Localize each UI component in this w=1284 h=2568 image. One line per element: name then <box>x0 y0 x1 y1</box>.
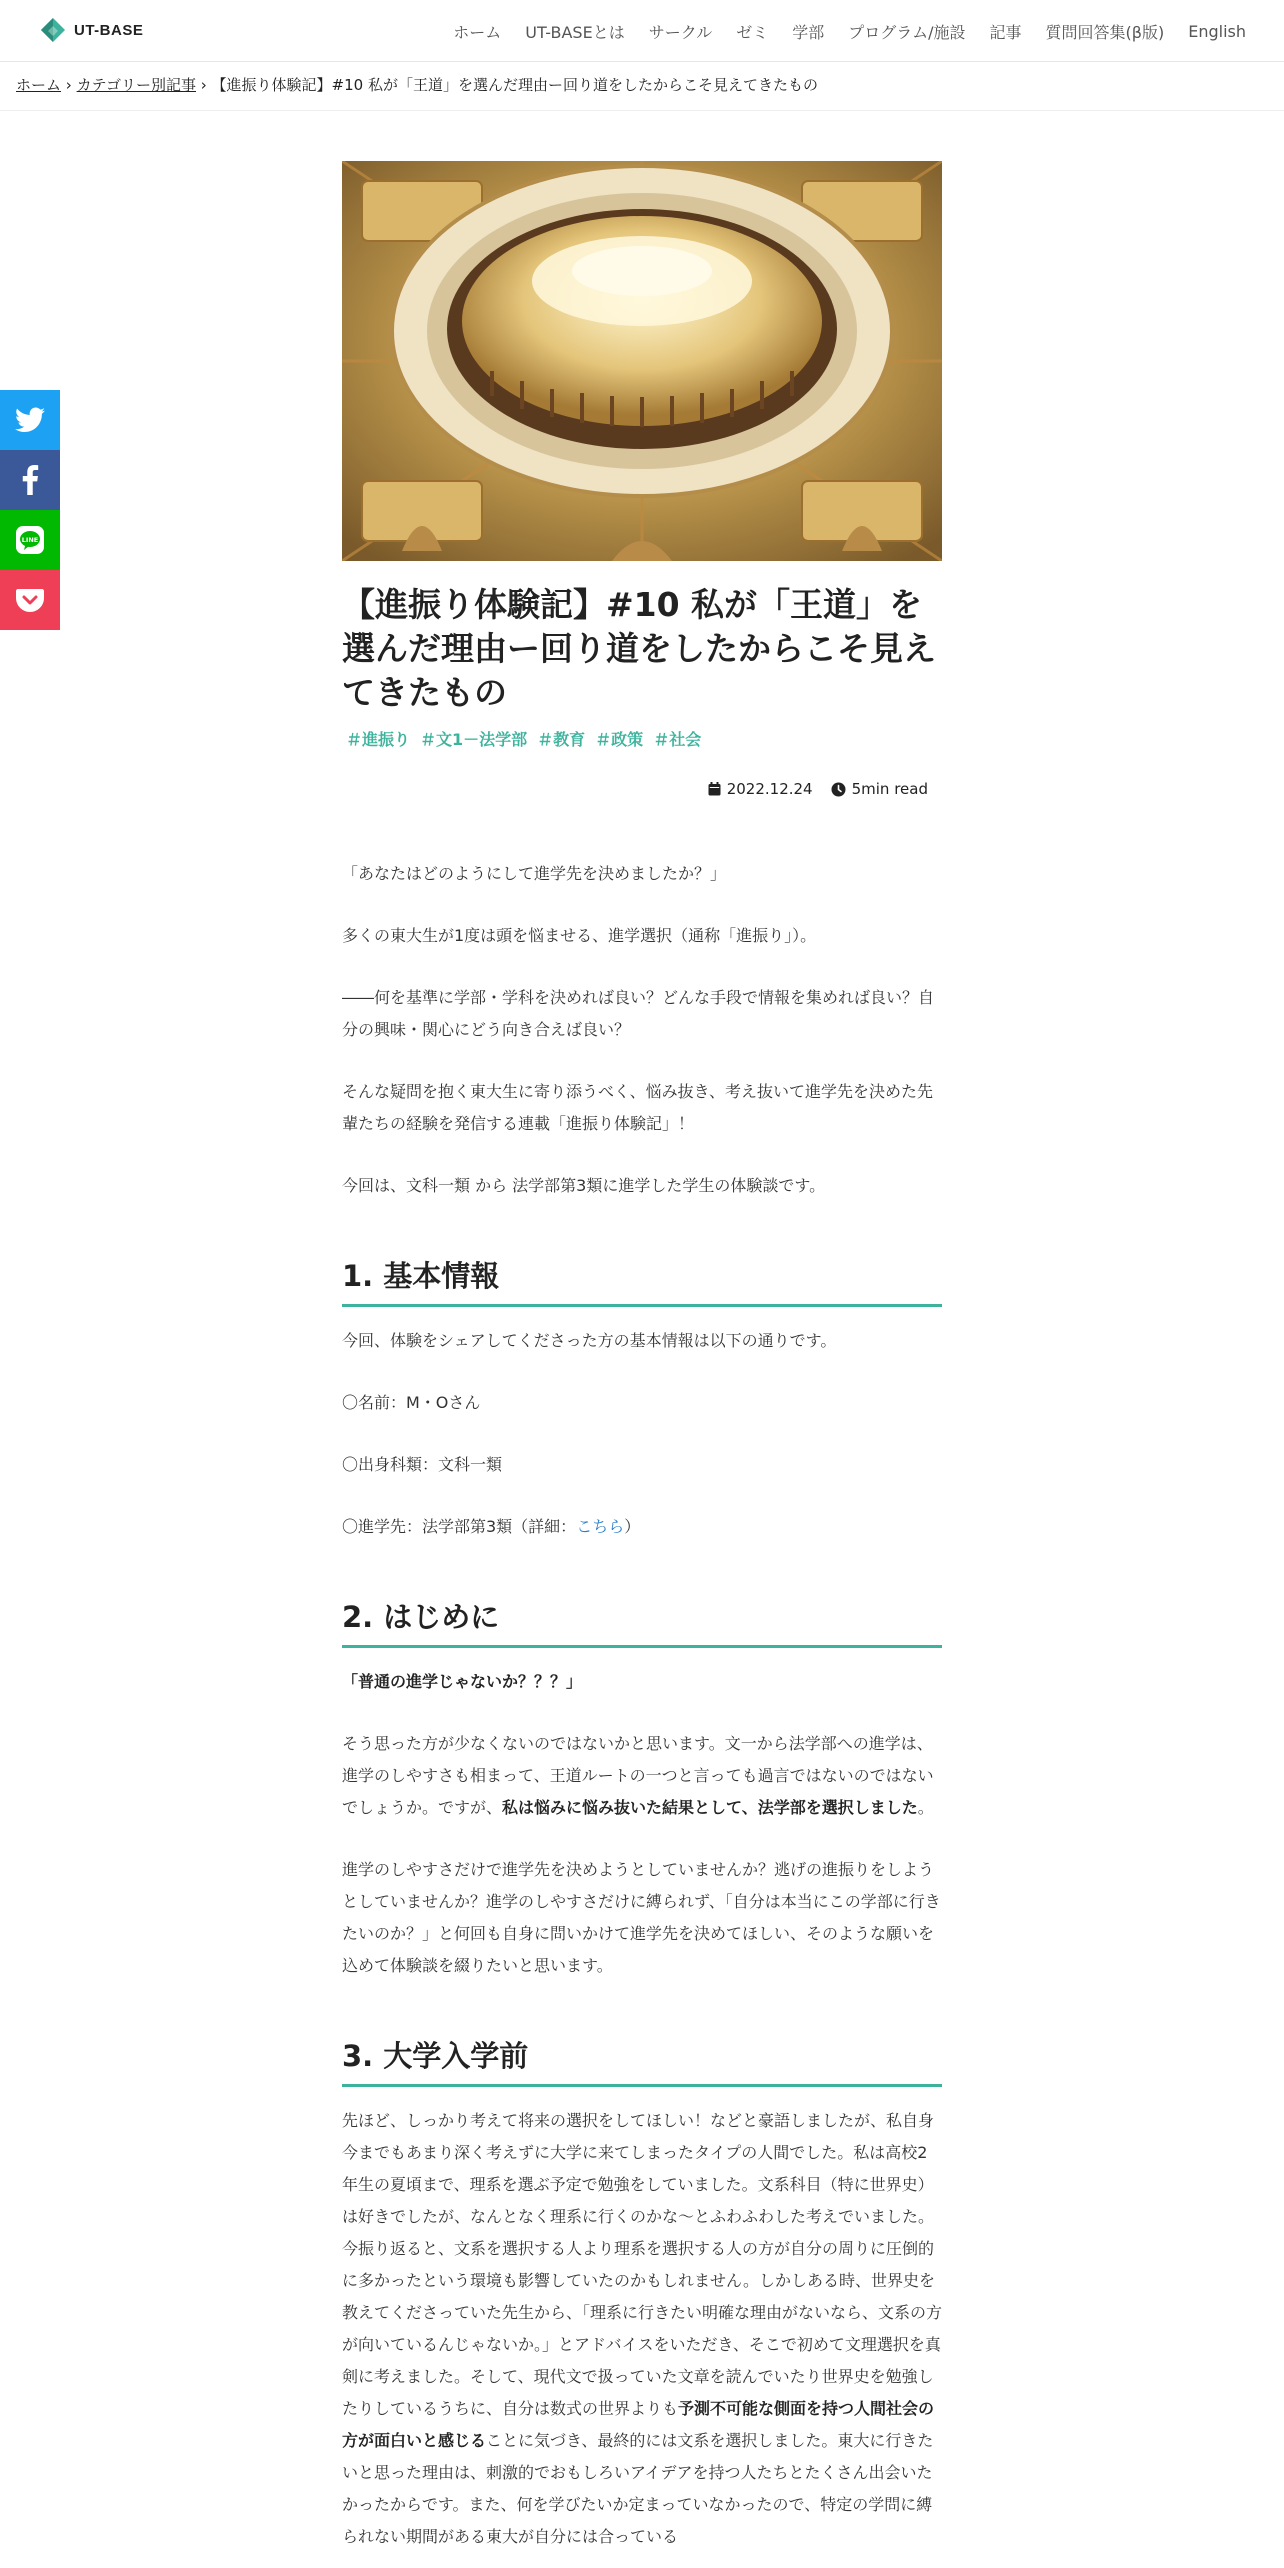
read-time-text: 5min read <box>851 780 928 798</box>
divider <box>0 110 1284 111</box>
pocket-share-button[interactable] <box>0 570 60 630</box>
breadcrumb-current: 【進振り体験記】#10 私が「王道」を選んだ理由ー回り道をしたからこそ見えてきたもの <box>211 76 818 94</box>
paragraph: そんな疑問を抱く東大生に寄り添うべく、悩み抜き、考え抜いて進学先を決めた先輩たちの経験を発信する連載「進振り体験記」！ <box>342 1082 934 1133</box>
article <box>342 161 942 2568</box>
section-heading: 3. 大学入学前 <box>342 2036 942 2087</box>
nav-seminar[interactable]: ゼミ <box>736 22 769 42</box>
line-share-button[interactable] <box>0 510 60 570</box>
tag-link[interactable]: ＃教育 <box>537 730 586 749</box>
bold-text: 予測不可能な側面を持つ人間社会の方が面白いと感じる <box>342 2399 935 2450</box>
hero-image <box>342 161 942 561</box>
publish-date-text: 2022.12.24 <box>726 780 813 798</box>
publish-date <box>708 780 813 798</box>
breadcrumb-home[interactable]: ホーム <box>16 76 62 94</box>
calendar-icon <box>708 782 721 796</box>
logo-text: UT-BASE <box>74 21 144 39</box>
breadcrumb <box>16 74 818 95</box>
main-nav <box>441 0 1258 62</box>
nav-faculty[interactable]: 学部 <box>792 22 825 42</box>
read-time <box>831 780 928 798</box>
paragraph: ――何を基準に学部・学科を決めれば良い？どんな手段で情報を集めれば良い？自分の興味・関心にどう向き合えば良い？ <box>342 988 935 1039</box>
tag-link[interactable]: ＃社会 <box>653 730 702 749</box>
dome-ceiling-image <box>342 161 942 561</box>
text: ） <box>624 1517 641 1536</box>
paragraph <box>342 2105 942 2553</box>
bold-text: 私は悩みに悩み抜いた結果として、法学部を選択しました <box>502 1798 918 1817</box>
nav-articles[interactable]: 記事 <box>989 22 1022 42</box>
site-header <box>0 0 1284 62</box>
nav-program[interactable]: プログラム/施設 <box>848 22 966 42</box>
facebook-share-button[interactable] <box>0 450 60 510</box>
tag-link[interactable]: ＃進振り <box>346 730 411 749</box>
article-title: 【進振り体験記】#10 私が「王道」を選んだ理由ー回り道をしたからこそ見えてきたもの <box>342 585 936 712</box>
paragraph <box>342 1511 942 1543</box>
paragraph <box>342 1728 942 1824</box>
text: そう思った方が少なくないのではないかと思います。文一から法学部への進学は、進学のしやすさも相まって、王道ルートの一つと言っても過言ではないのではないでしょうか。ですが、 <box>342 1734 934 1817</box>
text: 〇進学先：法学部第3類（詳細： <box>342 1517 577 1536</box>
paragraph: 多くの東大生が1度は頭を悩ませる、進学選択（通称「進振り」）。 <box>342 926 817 945</box>
section-heading: 1. 基本情報 <box>342 1256 942 1307</box>
paragraph: 進学のしやすさだけで進学先を決めようとしていませんか？逃げの進振りをしようとしていませんか？進学のしやすさだけに縛られず、「自分は本当にこの学部に行きたいのか？」と何回も自身に問いかけて進学先を決めてほしい、そのような願いを込めて体験談を綴りたいと思います。 <box>342 1860 941 1975</box>
details-link[interactable]: こちら <box>576 1517 625 1536</box>
paragraph: 今回は、文科一類 から 法学部第3類に進学した学生の体験談です。 <box>342 1176 826 1195</box>
svg-text:LINE: LINE <box>21 536 39 544</box>
text: 。 <box>917 1798 934 1817</box>
paragraph: 〇出身科類：文科一類 <box>342 1455 503 1474</box>
site-logo[interactable] <box>40 17 143 43</box>
clock-icon <box>831 782 846 797</box>
nav-home[interactable]: ホーム <box>453 22 502 42</box>
logo-icon <box>40 17 66 43</box>
nav-faq[interactable]: 質問回答集(β版) <box>1045 22 1165 42</box>
nav-circle[interactable]: サークル <box>648 22 713 42</box>
tag-link[interactable]: ＃政策 <box>595 730 644 749</box>
breadcrumb-separator: › <box>65 76 72 94</box>
article-meta <box>342 780 942 798</box>
paragraph: 「あなたはどのようにして進学先を決めましたか？」 <box>342 864 727 883</box>
share-bar <box>0 390 60 630</box>
paragraph: 〇名前：M・Oさん <box>342 1393 481 1412</box>
tag-link[interactable]: ＃文1－法学部 <box>420 730 528 749</box>
nav-english[interactable]: English <box>1188 21 1246 41</box>
tag-list <box>342 727 942 750</box>
article-body <box>342 858 942 2553</box>
text: 先ほど、しっかり考えて将来の選択をしてほしい！などと豪語しましたが、私自身今までもあまり深く考えずに大学に来てしまったタイプの人間でした。私は高校2年生の夏頃まで、理系を選ぶ予定で勉強をしていました。文系科目（特に世界史）は好きでしたが、なんとなく理系に行くのかな〜とふわふわした考えでいました。今振り返ると、文系を選択する人より理系を選択する人の方が自分の周りに圧倒的に多かったという環境も影響していたのかもしれません。しかしある時、世界史を教えてくださっていた先生から、「理系に行きたい明確な理由がないなら、文系の方が向いているんじゃないか。」とアドバイスをいただき、そこで初めて文理選択を真剣に考えました。そして、現代文で扱っていた文章を読んでいたり世界史を勉強したりしているうちに、自分は数式の世界よりも <box>342 2111 943 2418</box>
quote-text: 「普通の進学じゃないか？？？」 <box>342 1672 583 1691</box>
breadcrumb-category[interactable]: カテゴリー別記事 <box>76 76 196 94</box>
text: ことに気づき、最終的には文系を選択しました。東大に行きたいと思った理由は、刺激的でおもしろいアイデアを持つ人たちとたくさん出会いたかったからです。また、何を学びたいか定まっていなかったので、特定の学問に縛られない期間がある東大が自分には合っている <box>342 2431 934 2546</box>
paragraph: 今回、体験をシェアしてくださった方の基本情報は以下の通りです。 <box>342 1331 837 1350</box>
line-icon <box>15 525 45 555</box>
nav-about[interactable]: UT-BASEとは <box>525 22 625 42</box>
twitter-icon <box>15 407 45 433</box>
breadcrumb-separator: › <box>200 76 207 94</box>
twitter-share-button[interactable] <box>0 390 60 450</box>
section-heading: 2. はじめに <box>342 1597 942 1648</box>
pocket-icon <box>16 587 44 613</box>
facebook-icon <box>21 465 39 495</box>
